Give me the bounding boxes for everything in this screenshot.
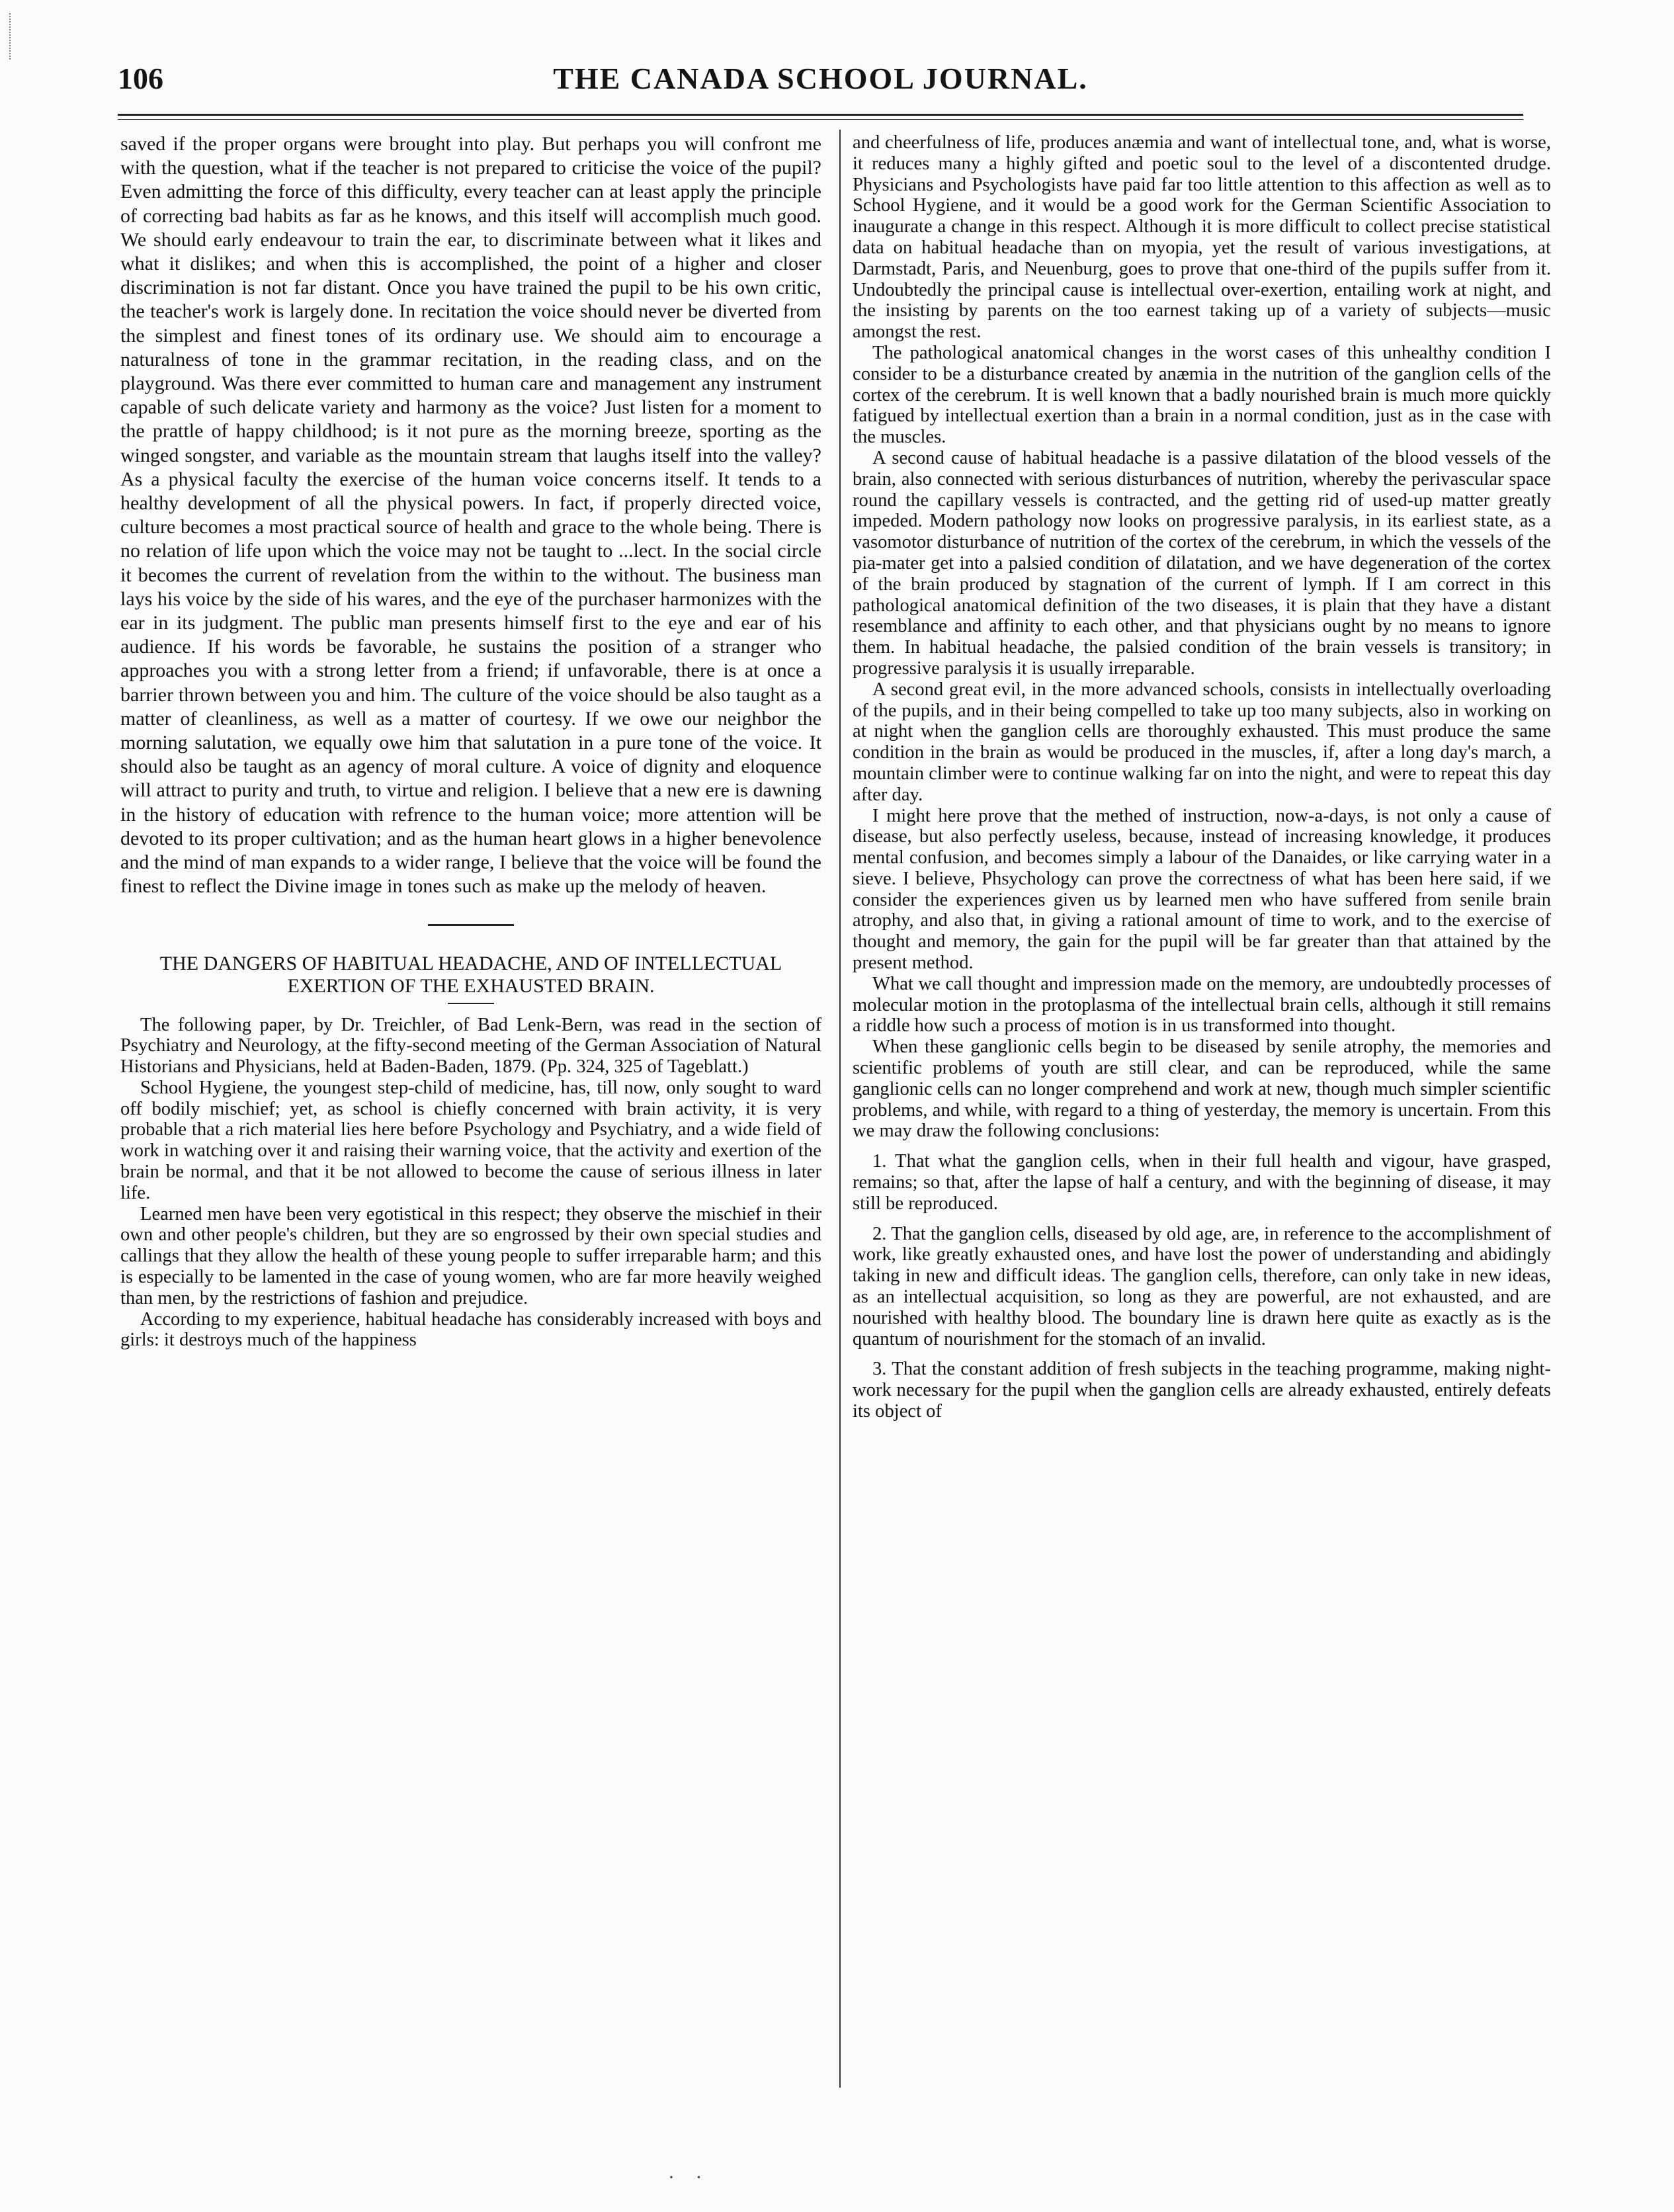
right-paragraph-cheerfulness: and cheerfulness of life, produces anæmia and want of intellectual tone, and, what is worse, it reduces many a highly gifted and poetic soul to the level of a discontented drudge. Physicians and Psychologists have paid far too little attention to this affection as well as to School Hygiene, and it would be a good work for the German Scientific Association to inaugurate a change in this respect. Although it is more difficult to collect precise statistical data on habitual headache than on myopia, yet the result of various investigations, at Darmstadt, Paris, and Neuenburg, goes to prove that one-third of the pupils suffer from it. Undoubtedly the principal cause is intellectual over-exertion, entailing work at night, and the insisting by parents on the too earnest taking up of a variety of subjects—music amongst the rest. [853,132,1551,343]
right-column [853,132,1551,1422]
article-title: THE DANGERS OF HABITUAL HEADACHE, AND OF INTELLECTUAL EXERTION OF THE EXHAUSTED BRAIN. [159,952,782,997]
journal-title: THE CANADA SCHOOL JOURNAL. [553,62,1088,95]
right-paragraph-method: I might here prove that the methed of instruction, now-a-days, is not only a cause of disease, but also perfectly useless, because, instead of increasing knowledge, it produces mental confusion, and becomes simply a labour of the Danaides, or like carrying water in a sieve. I believe, Phsychology can prove the correctness of what has been here said, if we consider the experiences given us by learned men who have suffered from senile brain atrophy, and also that, in giving a rational amount of time to work, and to the exercise of thought and memory, the gain for the pupil will be far greater than that attained by the present method. [853,805,1551,974]
article-paragraph-habitual-headache: According to my experience, habitual headache has considerably increased with boys and girls: it destroys much of the happiness [120,1308,821,1351]
article-paragraph-school-hygiene: School Hygiene, the youngest step-child of medicine, has, till now, only sought to ward off bodily mischief; yet, as school is chiefly concerned with brain activity, it is very probable that a rich material lies here before Psychology and Psychiatry, and a wide field of work in watching over it and raising their warning voice, that the activity and exertion of the brain be normal, and that it be not allowed to become the cause of serious illness in later life. [120,1077,821,1203]
conclusion-item: 2. That the ganglion cells, diseased by old age, are, in reference to the accomplishment of work, like greatly exhausted ones, and have lost the power of understanding and abidingly taking in new and difficult ideas. The ganglion cells, therefore, can only take in new ideas, as an intellectual acquisition, so long as they are powerful, are not exhausted, and are nourished with healthy blood. The boundary line is drawn here quite as exactly as is the quantum of nourishment for the stomach of an invalid. [853,1223,1551,1349]
conclusion-item: 1. That what the ganglion cells, when in their full health and vigour, have grasped, remains; so that, after the lapse of half a century, and with the beginning of disease, it may still be reproduced. [853,1151,1551,1214]
conclusion-item: 3. That the constant addition of fresh subjects in the teaching programme, making night-work necessary for the pupil when the ganglion cells are already exhausted, entirely defeats its object of [853,1359,1551,1422]
column-divider [839,130,841,2088]
title-rule [448,1003,494,1004]
footer-scan-marks: · · [668,2166,710,2188]
right-paragraph-thought: What we call thought and impression made on the memory, are undoubtedly processes of molecular motion in the protoplasma of the intellectual brain cells, although it still remains a riddle how such a process of motion is in us transformed into thought. [853,973,1551,1037]
article-intro-paragraph: The following paper, by Dr. Treichler, of Bad Lenk-Bern, was read in the section of Psychiatry and Neurology, at the fifty-second meeting of the German Association of Natural Historians and Physicians, held at Baden-Baden, 1879. (Pp. 324, 325 of Tageblatt.) [120,1014,821,1078]
right-paragraph-pathological: The pathological anatomical changes in the worst cases of this unhealthy condition I consider to be a disturbance created by anæmia in the nutrition of the ganglion cells of the cortex of the cerebrum. It is well known that a badly nourished brain is much more quickly fatigued by intellectual exertion than a brain in a normal condition, just as in the case with the muscles. [853,342,1551,448]
header-rule [118,114,1523,116]
right-paragraph-ganglionic: When these ganglionic cells begin to be diseased by senile atrophy, the memories and scientific problems of youth are still clear, and can be reproduced, while the same ganglionic cells can no longer comprehend and work at new, though much simpler scientific problems, and while, with regard to a thing of yesterday, the memory is uncertain. From this we may draw the following conclusions: [853,1037,1551,1142]
page-header [118,61,1523,101]
left-paragraph-voice-culture: saved if the proper organs were brought into play. But perhaps you will confront me with the question, what if the teacher is not prepared to criticise the voice of the pupil? Even admitting the force of this difficulty, every teacher can at least apply the principle of correcting bad habits as far as he knows, and this itself will accomplish much good. We should early endeavour to train the ear, to discriminate between what it likes and what it dislikes; and when this is accomplished, the point of a higher and closer discrimination is not far distant. Once you have trained the pupil to be his own critic, the teacher's work is largely done. In recitation the voice should never be diverted from the simplest and finest tones of its ordinary use. We should aim to encourage a naturalness of tone in the grammar recitation, in the reading class, and on the playground. Was there ever committed to human care and management any instrument capable of such delicate variety and harmony as the voice? Just listen for a moment to the prattle of happy childhood; is it not pure as the morning breeze, sporting as the winged songster, and variable as the mountain stream that laughs itself into the valley? As a physical faculty the exercise of the human voice concerns itself. It tends to a healthy development of all the physical powers. In fact, if properly directed voice, culture becomes a most practical source of health and grace to the whole being. There is no relation of life upon which the voice may not be taught to ...lect. In the social circle it becomes the current of revelation from the within to the without. The business man lays his voice by the side of his wares, and the eye of the purchaser harmonizes with the ear in its judgment. The public man presents himself first to the eye and ear of his audience. If his words be favorable, he sustains the position of a stranger who approaches you with a strong letter from a friend; if unfavorable, there is at once a barrier thrown between you and him. The culture of the voice should be also taught as a matter of cleanliness, as well as a matter of courtesy. If we owe our neighbor the morning salutation, we equally owe him that salutation in a pure tone of the voice. It should also be taught as an agency of moral culture. A voice of dignity and eloquence will attract to purity and truth, to virtue and religion. I believe that a new ere is dawning in the history of education with refrence to the human voice; more attention will be devoted to its proper cultivation; and as the human heart glows in a higher benevolence and the mind of man expands to a wider range, I believe that the voice will be found the finest to reflect the Divine image in tones such as make up the melody of heaven. [120,133,821,898]
header-rule-thin [118,119,1523,120]
article-paragraph-learned-men: Learned men have been very egotistical in this respect; they observe the mischief in their own and other people's children, but they are so engrossed by their own special studies and callings that they allow the health of these young people to suffer irreparable harm; and this is especially to be lamented in the case of young women, who are far more heavily weighed than men, by the restrictions of fashion and prejudice. [120,1203,821,1308]
page-number: 106 [118,62,163,95]
margin-scan-marks [9,13,13,60]
section-divider [428,924,514,926]
right-paragraph-second-cause: A second cause of habitual headache is a passive dilatation of the blood vessels of the brain, also connected with serious disturbances of nutrition, whereby the perivascular space round the capillary vessels is contracted, and the getting rid of used-up matter greatly impeded. Modern pathology now looks on progressive paralysis, in its earliest state, as a vasomotor disturbance of nutrition of the cortex of the cerebrum, in which the vessels of the pia-mater get into a palsied condition of dilatation, and we have degeneration of the cortex of the brain produced by stagnation of the current of lymph. If I am correct in this pathological anatomical definition of the two diseases, it is plain that they have a distant resemblance and affinity to each other, and that physicians ought by no means to ignore them. In habitual headache, the palsied condition of the brain vessels is transitory; in progressive paralysis it is usually irreparable. [853,447,1551,679]
left-column [120,132,821,1351]
right-paragraph-second-evil: A second great evil, in the more advanced schools, consists in intellectually overloading of the pupils, and in their being compelled to take up too many subjects, also in working on at night when the ganglion cells are thoroughly exhausted. This must produce the same condition in the brain as would be produced in the muscles, if, after a long day's march, a mountain climber were to continue walking far on into the night, and were to repeat this day after day. [853,679,1551,805]
